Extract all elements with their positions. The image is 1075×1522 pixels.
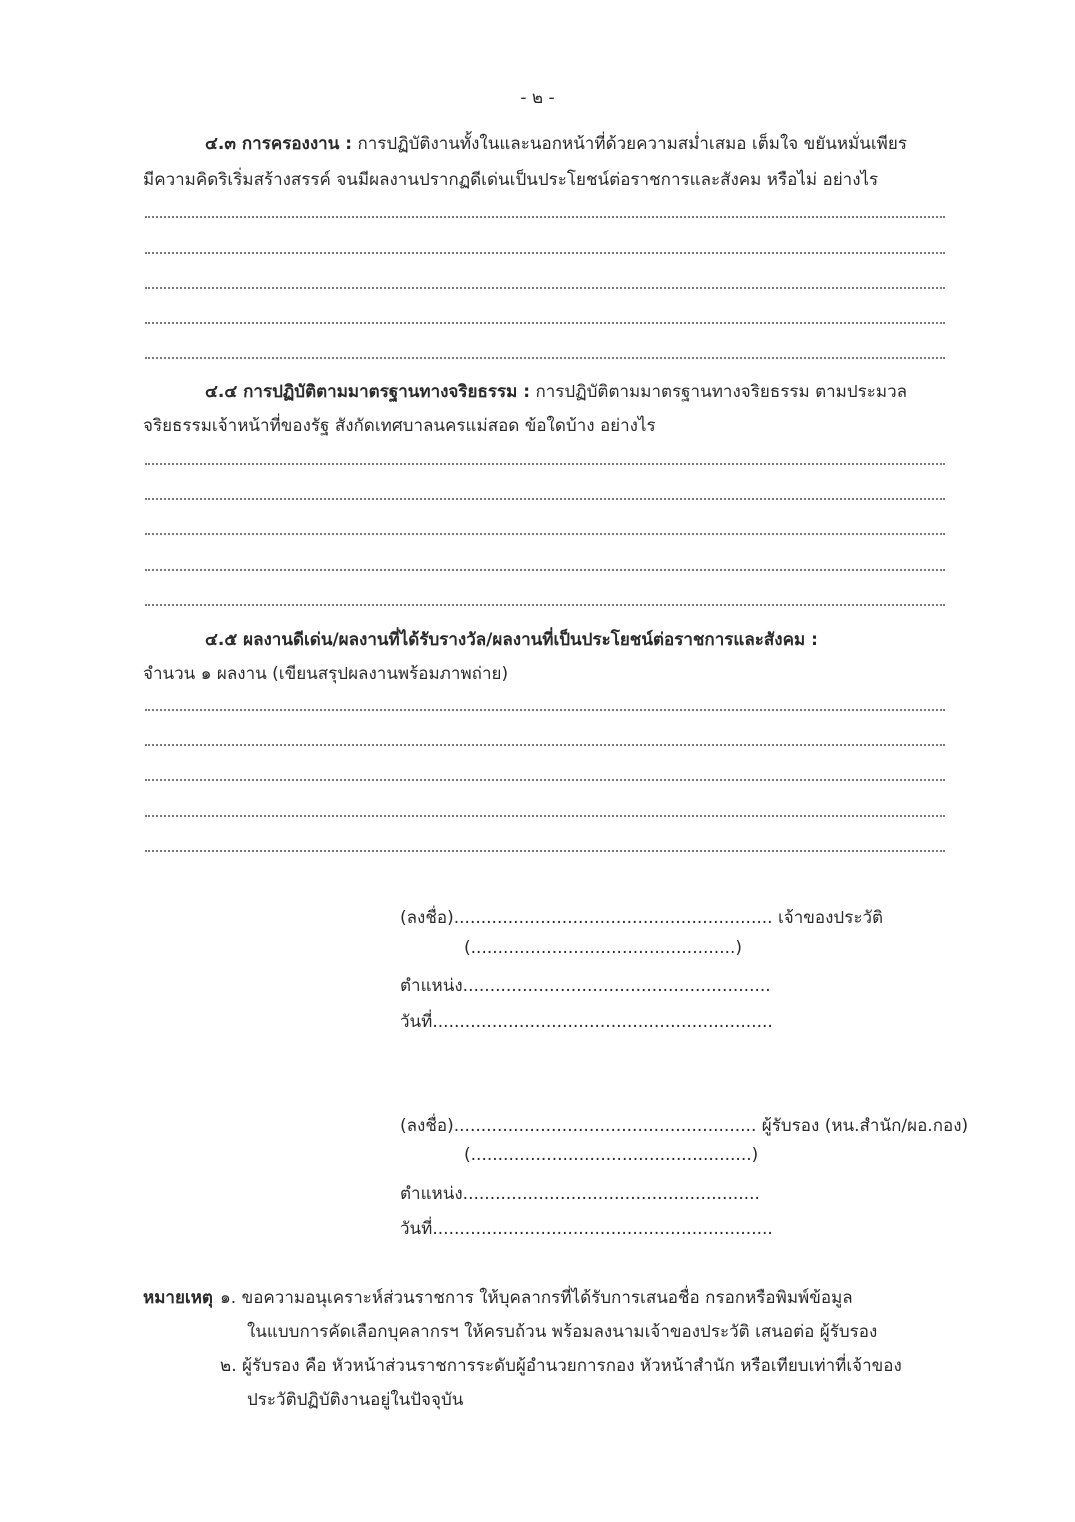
answer-line-4-5-4[interactable] xyxy=(145,815,945,817)
section-4-3-text: การปฏิบัติงานทั้งในและนอกหน้าที่ด้วยความสม่ำเสมอ เต็มใจ ขยันหมั่นเพียร xyxy=(357,134,907,154)
answer-line-4-4-1[interactable] xyxy=(145,463,945,465)
section-4-5-line2: จำนวน ๑ ผลงาน (เขียนสรุปผลงานพร้อมภาพถ่าย) xyxy=(143,664,509,684)
certifier-sign-field[interactable]: (ลงชื่อ)........................................................ xyxy=(400,1116,757,1136)
note-1-line1: ๑. ขอความอนุเคราะห์ส่วนราชการ ให้บุคลากรที่ได้รับการเสนอชื่อ กรอกหรือพิมพ์ข้อมูล xyxy=(220,1288,853,1308)
section-4-3-heading: ๔.๓ การครองงาน : xyxy=(205,134,353,154)
answer-line-4-3-2[interactable] xyxy=(145,252,945,254)
owner-date-field[interactable]: วันที่............................................................... xyxy=(400,1012,773,1032)
answer-line-4-5-1[interactable] xyxy=(145,709,945,711)
certifier-role: ผู้รับรอง (หน.สำนัก/ผอ.กอง) xyxy=(761,1116,969,1136)
section-4-4-text: การปฏิบัติตามมาตรฐานทางจริยธรรม ตามประมวล xyxy=(535,382,908,402)
answer-line-4-4-5[interactable] xyxy=(145,604,945,606)
owner-position-field[interactable]: ตำแหน่ง......................................................... xyxy=(400,976,771,996)
certifier-sign-line[interactable] xyxy=(400,1112,968,1139)
note-1-line2: ในแบบการคัดเลือกบุคลากรฯ ให้ครบถ้วน พร้อมลงนามเจ้าของประวัติ เสนอต่อ ผู้รับรอง xyxy=(247,1322,878,1342)
answer-line-4-5-5[interactable] xyxy=(145,850,945,852)
owner-role: เจ้าของประวัติ xyxy=(777,908,884,928)
certifier-name-field[interactable]: (....................................................) xyxy=(464,1145,759,1165)
certifier-date-field[interactable]: วันที่............................................................... xyxy=(400,1219,773,1239)
answer-line-4-4-2[interactable] xyxy=(145,498,945,500)
owner-name-field[interactable]: (.................................................) xyxy=(464,938,743,958)
note-2-line2: ประวัติปฏิบัติงานอยู่ในปัจจุบัน xyxy=(247,1390,464,1410)
section-4-3-line1 xyxy=(205,130,907,157)
section-4-4-heading: ๔.๔ การปฏิบัติตามมาตรฐานทางจริยธรรม : xyxy=(205,382,531,402)
certifier-position-field[interactable]: ตำแหน่ง....................................................... xyxy=(400,1184,760,1204)
answer-line-4-4-4[interactable] xyxy=(145,569,945,571)
answer-line-4-4-3[interactable] xyxy=(145,533,945,535)
answer-line-4-3-1[interactable] xyxy=(145,216,945,218)
section-4-4-line2: จริยธรรมเจ้าหน้าที่ของรัฐ สังกัดเทศบาลนครแม่สอด ข้อใดบ้าง อย่างไร xyxy=(143,416,656,436)
answer-line-4-5-2[interactable] xyxy=(145,744,945,746)
owner-sign-line[interactable] xyxy=(400,904,883,931)
section-4-4-line1 xyxy=(205,378,907,405)
section-4-3-line2: มีความคิดริเริ่มสร้างสรรค์ จนมีผลงานปรากฏดีเด่นเป็นประโยชน์ต่อราชการและสังคม หรือไม่ อย่างไร xyxy=(143,170,879,190)
owner-sign-field[interactable]: (ลงชื่อ)........................................................... xyxy=(400,908,773,928)
section-4-5-heading: ๔.๕ ผลงานดีเด่น/ผลงานที่ได้รับรางวัล/ผลงานที่เป็นประโยชน์ต่อราชการและสังคม : xyxy=(205,630,818,650)
answer-line-4-3-5[interactable] xyxy=(145,357,945,359)
notes-label: หมายเหตุ xyxy=(143,1288,213,1308)
note-2-line1: ๒. ผู้รับรอง คือ หัวหน้าส่วนราชการระดับผู้อำนวยการกอง หัวหน้าสำนัก หรือเทียบเท่าที่เจ้าของ xyxy=(220,1356,902,1376)
answer-line-4-3-4[interactable] xyxy=(145,322,945,324)
page-number: - ๒ - xyxy=(520,88,555,108)
answer-line-4-3-3[interactable] xyxy=(145,287,945,289)
answer-line-4-5-3[interactable] xyxy=(145,779,945,781)
